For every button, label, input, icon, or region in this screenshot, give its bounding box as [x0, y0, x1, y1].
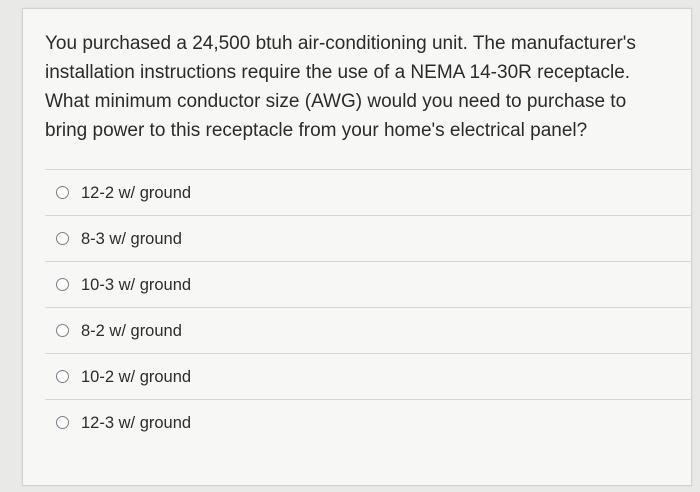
answer-option-3[interactable] [23, 262, 691, 307]
answer-label: 10-2 w/ ground [81, 367, 192, 386]
radio-button[interactable] [56, 186, 69, 199]
answer-label: 12-2 w/ ground [81, 183, 192, 202]
answer-label: 8-2 w/ ground [81, 321, 182, 340]
answer-option-6[interactable] [23, 400, 691, 445]
answer-list [23, 169, 691, 445]
question-text: You purchased a 24,500 btuh air-conditioning unit. The manufacturer's installation instructions require the use of a NEMA 14-30R receptacle. What minimum conductor size (AWG) would you need to purchase to bring power to this receptacle from your home's electrical panel? [45, 33, 636, 141]
radio-button[interactable] [56, 370, 69, 383]
radio-button[interactable] [56, 416, 69, 429]
answer-label: 8-3 w/ ground [81, 229, 182, 248]
answer-option-4[interactable] [23, 308, 691, 353]
radio-button[interactable] [56, 324, 69, 337]
answer-option-5[interactable] [23, 354, 691, 399]
answer-option-1[interactable] [23, 170, 691, 215]
answer-option-2[interactable] [23, 216, 691, 261]
question-card [22, 8, 692, 486]
radio-button[interactable] [56, 232, 69, 245]
answer-label: 10-3 w/ ground [81, 275, 192, 294]
radio-button[interactable] [56, 278, 69, 291]
answer-label: 12-3 w/ ground [81, 413, 192, 432]
